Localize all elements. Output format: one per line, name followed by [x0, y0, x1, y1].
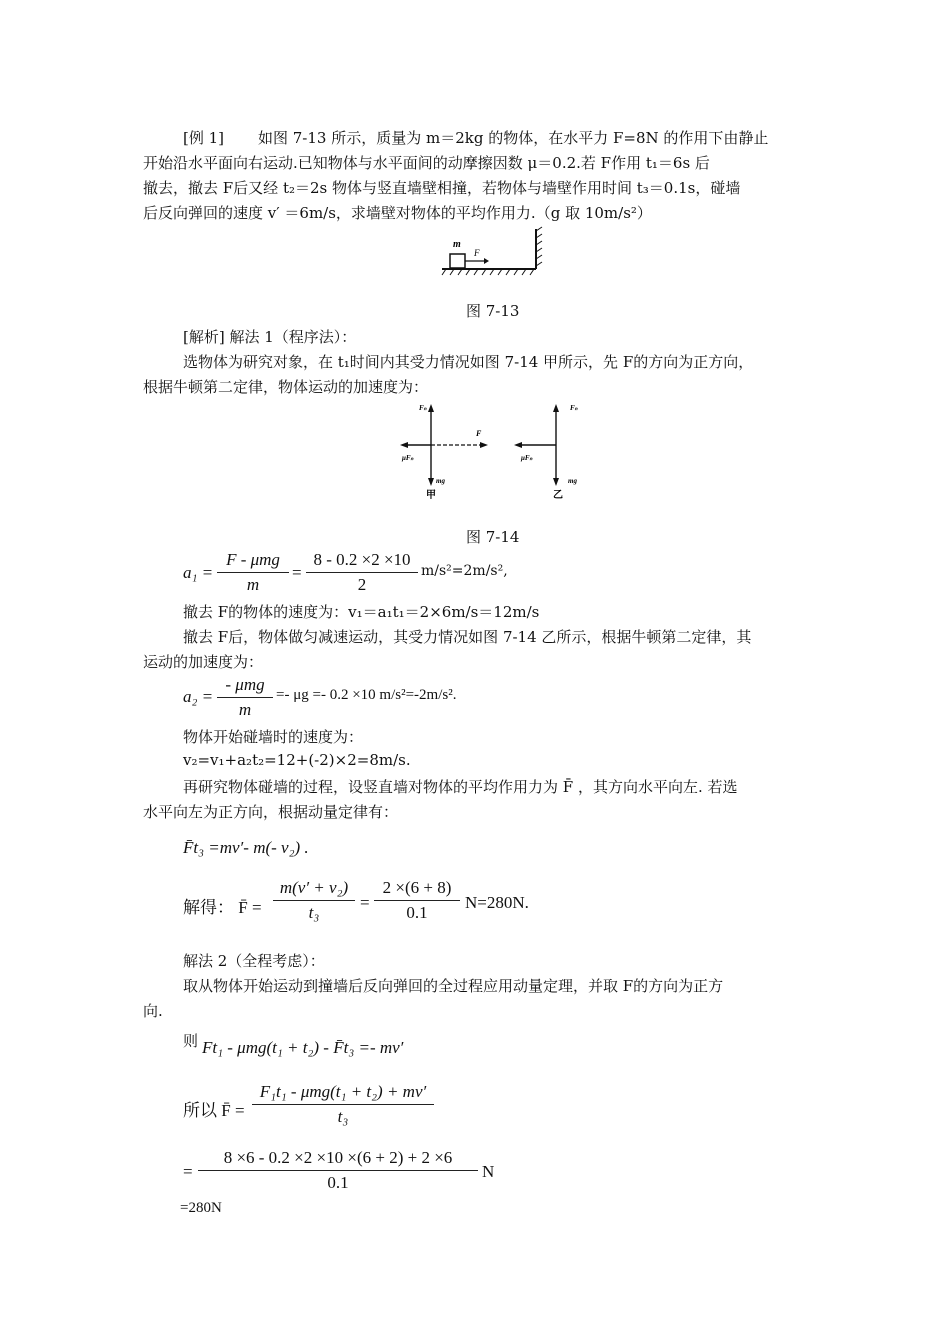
eq1-fraction-1	[217, 550, 289, 595]
v2-line: v₂=v₁+a₂t₂=12+(-2)×2=8m/s.	[183, 751, 411, 769]
example-tag: [例 1]	[183, 129, 225, 147]
eq2-num: - μmg	[225, 675, 265, 694]
eq1-den-2: 2	[357, 575, 367, 594]
fig14a-ufn-label: μFₙ	[402, 454, 414, 462]
fig14b-yi-label: 乙	[553, 490, 563, 501]
fig14b-fn-label: Fₙ	[570, 404, 578, 412]
problem-line-1: 如图 7-13 所示，质量为 m＝2kg 的物体，在水平力 F=8N 的作用下由静止	[258, 129, 769, 147]
figure-7-14-caption: 图 7-14	[466, 528, 520, 546]
eq2-fraction	[217, 675, 273, 720]
figure-7-13-caption: 图 7-13	[466, 302, 520, 320]
analysis-heading: [解析] 解法 1（程序法）：	[183, 328, 357, 346]
eq6-den: t₃	[337, 1107, 349, 1126]
figure-7-13	[440, 225, 550, 277]
fig14a-jia-label: 甲	[426, 490, 436, 501]
eq4-num-2: 2 ×(6 + 8)	[382, 878, 452, 897]
eq1-den-1: m	[246, 575, 260, 594]
fig14a-mg-label: mg	[436, 477, 445, 485]
para-2b: 运动的加速度为：	[143, 653, 264, 671]
eq1-equals: =	[292, 563, 302, 582]
eq7-fraction	[198, 1148, 478, 1193]
para-2a: 撤去 F后，物体做匀减速运动，其受力情况如图 7-14 乙所示，根据牛顿第二定律，其	[183, 628, 752, 646]
problem-line-2: 开始沿水平面向右运动.已知物体与水平面间的动摩擦因数 μ＝0.2.若 F作用 t₁＝6s 后	[143, 154, 710, 172]
eq1-tail: m/s²=2m/s²,	[421, 563, 508, 579]
eq4-den-2: 0.1	[406, 903, 428, 922]
eq6-fraction	[252, 1082, 434, 1127]
fig14b-ufn-label: μFₙ	[521, 454, 533, 462]
analysis-para-1a: 选物体为研究对象，在 t₁时间内其受力情况如图 7-14 甲所示，先 F的方向为正方向，	[183, 353, 754, 371]
eq4-equals: =	[360, 893, 370, 912]
eq5-body: Ft₁ - μmg(t₁ + t₂) - F̄t₃ =- mv′	[202, 1038, 404, 1057]
para-4b: 水平向左为正方向，根据动量定律有：	[143, 803, 399, 821]
fig14a-f-label: F	[476, 429, 482, 438]
v1-line: 撤去 F的物体的速度为：v₁＝a₁t₁＝2×6m/s＝12m/s	[183, 603, 540, 621]
eq7-unit: N	[482, 1162, 495, 1181]
para-5a: 取从物体开始运动到撞墙后反向弹回的全过程应用动量定理，并取 F的方向为正方	[183, 977, 724, 995]
eq4-num-1: m(v′ + v₂)	[279, 878, 349, 897]
eq7-num: 8 ×6 - 0.2 ×2 ×10 ×(6 + 2) + 2 ×6	[223, 1148, 453, 1167]
analysis-para-1b: 根据牛顿第二定律，物体运动的加速度为：	[143, 378, 429, 396]
eq6-num: F₁t₁ - μmg(t₁ + t₂) + mv′	[259, 1082, 427, 1101]
eq4-fraction-1	[273, 878, 355, 923]
eq4-fraction-2	[374, 878, 460, 923]
para-4a: 再研究物体碰墙的过程，设竖直墙对物体的平均作用力为 F̄ ，其方向水平向左. 若选	[183, 778, 738, 796]
fig14b-mg-label: mg	[568, 477, 577, 485]
eq4-lhs: 解得： F̄ =	[183, 898, 262, 917]
eq7-den: 0.1	[327, 1173, 349, 1192]
fig13-label-f: F	[474, 248, 480, 258]
para-5b: 向.	[143, 1002, 163, 1020]
eq6-lhs: 所以 F̄ =	[183, 1101, 245, 1120]
eq2-tail: =- μg =- 0.2 ×10 m/s²=-2m/s².	[276, 687, 457, 703]
fig14a-fn-label: Fₙ	[419, 404, 427, 412]
fig13-label-m: m	[453, 239, 461, 250]
para-3: 物体开始碰墙时的速度为：	[183, 728, 364, 746]
problem-line-4: 后反向弹回的速度 v′ ＝6m/s，求墙壁对物体的平均作用力.（g 取 10m/s²）	[143, 204, 652, 222]
method-2-heading: 解法 2（全程考虑）：	[183, 952, 325, 970]
eq4-tail: N=280N.	[465, 893, 529, 912]
final-result: =280N	[180, 1200, 222, 1216]
eq1-lhs: a₁ =	[183, 563, 214, 582]
eq2-den: m	[238, 700, 252, 719]
eq1-num-1: F - μmg	[226, 550, 280, 569]
figure-7-14	[398, 398, 598, 504]
eq1-num-2: 8 - 0.2 ×2 ×10	[313, 550, 411, 569]
eq5-prefix: 则	[183, 1032, 199, 1050]
eq7-equals: =	[183, 1162, 193, 1181]
eq1-fraction-2	[306, 550, 418, 595]
eq2-lhs: a₂ =	[183, 687, 214, 706]
problem-line-3: 撤去，撤去 F后又经 t₂＝2s 物体与竖直墙壁相撞，若物体与墙壁作用时间 t₃＝0.1s，碰墙	[143, 179, 741, 197]
eq4-den-1: t₃	[308, 903, 320, 922]
eq3: F̄t₃ =mv′- m(- v₂) .	[183, 838, 309, 857]
